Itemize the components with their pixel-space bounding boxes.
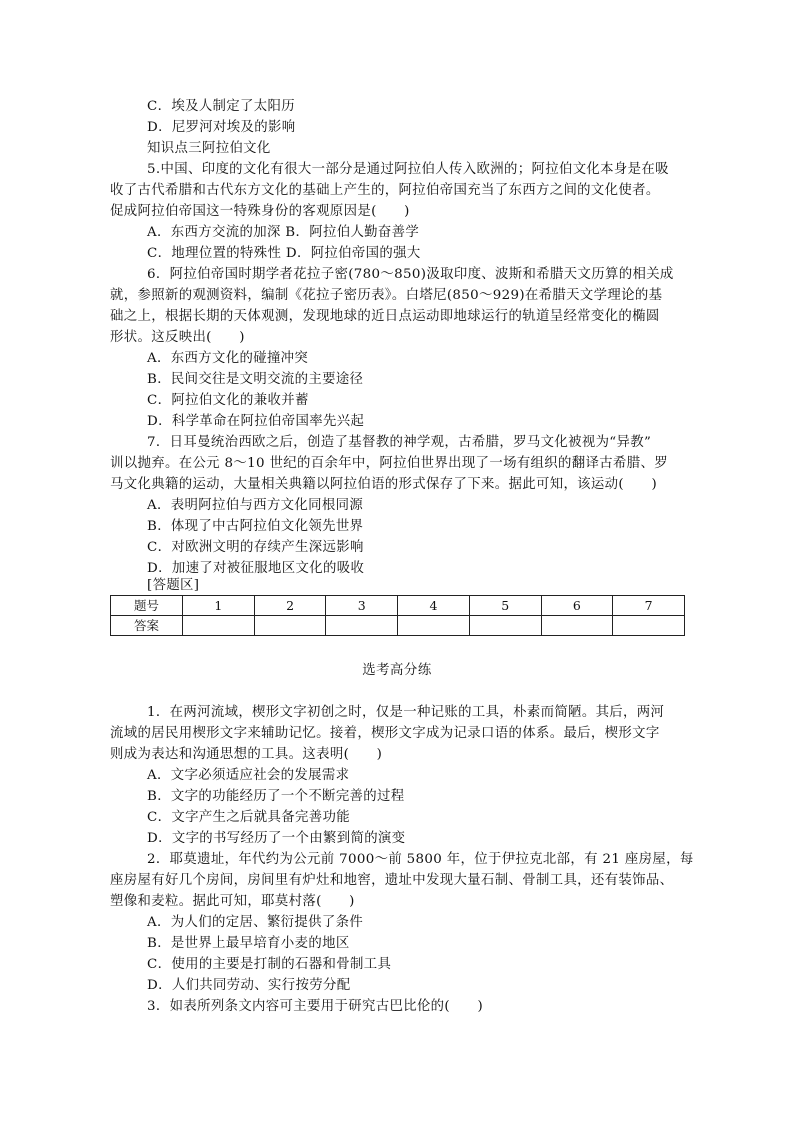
s3-stem-line: 3．如表所列条文内容可主要用于研究古巴比伦的( ) <box>147 999 484 1014</box>
s1-stem-line: 1．在两河流域，楔形文字初创之时，仅是一种记账的工具，朴素而简陋。其后，两河 <box>147 705 665 720</box>
q6-stem-line: 础之上，根据长期的天体观测，发现地球的近日点运动即地球运行的轨道呈经常变化的椭圆 <box>110 309 660 324</box>
answer-table <box>110 595 685 636</box>
s1-stem-line: 则成为表达和沟通思想的工具。这表明( ) <box>110 747 383 762</box>
row-header-number: 题号 <box>111 596 183 616</box>
s2-option-b: B．是世界上最早培育小麦的地区 <box>147 936 350 951</box>
q7-option-d: D．加速了对被征服地区文化的吸收 <box>147 561 365 576</box>
q5-stem-line: 收了古代希腊和古代东方文化的基础上产生的，阿拉伯帝国充当了东西方之间的文化使者。 <box>110 183 660 198</box>
s2-option-a: A．为人们的定居、繁衍提供了条件 <box>147 915 364 930</box>
q6-stem-line: 形状。这反映出( ) <box>110 330 245 345</box>
answer-cell[interactable] <box>183 616 255 636</box>
answer-table-answer-row <box>111 616 685 636</box>
q6-option-d: D．科学革命在阿拉伯帝国率先兴起 <box>147 414 365 429</box>
q6-option-c: C．阿拉伯文化的兼收并蓄 <box>147 393 309 408</box>
answer-table-number-row <box>111 596 685 616</box>
s1-option-a: A．文字必须适应社会的发展需求 <box>147 768 350 783</box>
answer-cell[interactable] <box>613 616 685 636</box>
s2-stem-line: 座房屋有好几个房间，房间里有炉灶和地窖，遗址中发现大量石制、骨制工具，还有装饰品、 <box>110 873 674 888</box>
q7-stem-line: 7．日耳曼统治西欧之后，创造了基督教的神学观，古希腊，罗马文化被视为“异教” <box>147 435 652 450</box>
answer-area-label: [答题区] <box>147 578 200 593</box>
section-title: 选考高分练 <box>362 663 432 678</box>
q5-option-line: A．东西方交流的加深 B．阿拉伯人勤奋善学 <box>147 225 420 240</box>
question-number-cell: 5 <box>469 596 541 616</box>
q7-option-a: A．表明阿拉伯与西方文化同根同源 <box>147 498 364 513</box>
q7-option-c: C．对欧洲文明的存续产生深远影响 <box>147 540 364 555</box>
s2-stem-line: 2．耶莫遗址，年代约为公元前 7000～前 5800 年，位于伊拉克北部，有 21 座房屋，每 <box>147 852 694 867</box>
answer-cell[interactable] <box>541 616 613 636</box>
s1-stem-line: 流域的居民用楔形文字来辅助记忆。接着，楔形文字成为记录口语的体系。最后，楔形文字 <box>110 726 660 741</box>
q6-option-a: A．东西方文化的碰撞冲突 <box>147 351 309 366</box>
answer-cell[interactable] <box>254 616 326 636</box>
question-number-cell: 4 <box>398 596 470 616</box>
q7-option-b: B．体现了中古阿拉伯文化领先世界 <box>147 519 364 534</box>
s2-option-d: D．人们共同劳动、实行按劳分配 <box>147 978 351 993</box>
q6-option-b: B．民间交往是文明交流的主要途径 <box>147 372 364 387</box>
s2-stem-line: 塑像和麦粒。据此可知，耶莫村落( ) <box>110 894 355 909</box>
s2-option-c: C．使用的主要是打制的石器和骨制工具 <box>147 957 392 972</box>
option-line: C．埃及人制定了太阳历 <box>147 99 296 114</box>
option-line: D．尼罗河对埃及的影响 <box>147 120 296 135</box>
answer-cell[interactable] <box>398 616 470 636</box>
section-heading: 知识点三阿拉伯文化 <box>147 141 271 156</box>
question-number-cell: 3 <box>326 596 398 616</box>
s1-option-c: C．文字产生之后就具备完善功能 <box>147 810 350 825</box>
question-number-cell: 2 <box>254 596 326 616</box>
q6-stem-line: 6．阿拉伯帝国时期学者花拉子密(780～850)汲取印度、波斯和希腊天文历算的相关成 <box>147 267 674 282</box>
q5-option-line: C．地理位置的特殊性 D．阿拉伯帝国的强大 <box>147 246 421 261</box>
q7-stem-line: 训以抛弃。在公元 8～10 世纪的百余年中，阿拉伯世界出现了一场有组织的翻译古希腊、罗 <box>110 456 668 471</box>
question-number-cell: 6 <box>541 596 613 616</box>
q5-stem-line: 促成阿拉伯帝国这一特殊身份的客观原因是( ) <box>110 204 410 219</box>
answer-cell[interactable] <box>326 616 398 636</box>
q5-stem-line: 5.中国、印度的文化有很大一部分是通过阿拉伯人传入欧洲的；阿拉伯文化本身是在吸 <box>147 162 669 177</box>
q7-stem-line: 马文化典籍的运动，大量相关典籍以阿拉伯语的形式保存了下来。据此可知，该运动( ) <box>110 477 658 492</box>
answer-cell[interactable] <box>469 616 541 636</box>
s1-option-d: D．文字的书写经历了一个由繁到简的演变 <box>147 831 406 846</box>
question-number-cell: 7 <box>613 596 685 616</box>
s1-option-b: B．文字的功能经历了一个不断完善的过程 <box>147 789 405 804</box>
q6-stem-line: 就，参照新的观测资料，编制《花拉子密历表》。白塔尼(850～929)在希腊天文学理论的基 <box>110 288 663 303</box>
question-number-cell: 1 <box>183 596 255 616</box>
row-header-answer: 答案 <box>111 616 183 636</box>
